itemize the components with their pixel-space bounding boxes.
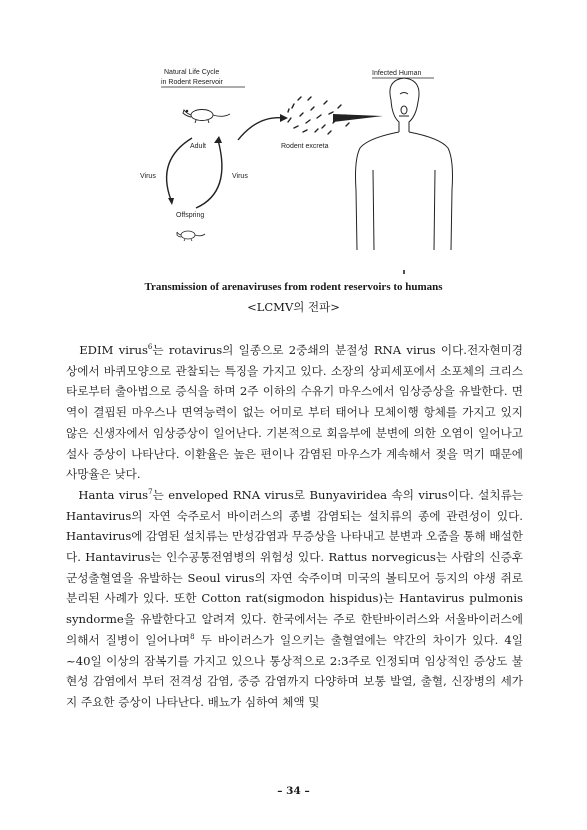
title-right: Infected Human [372,70,422,77]
paragraph-edim: EDIM virus$^6$는 rotavirus의 일종으로 2중쇄의 분절성 RNA virus 이다.전자현미경 상에서 바퀴모양으로 관찰되는 특징을 가지고 있다. 소장의 상피세포에서 소포체의 크리스타로부터 출아법으로 증식을 하며 2주 이하의 수유기 마우스에서 임상증상을 유발한다. 면역이 결핍된 마우스나 면역능력이 없는 어미로 부터 태어나 모체이행 항체를 가지고 있지 않은 신생자에서 임상증상이 일어난다. 기본적으로 회음부에 분변에 의한 오염이 일어나고 설사 증상이 나타난다. 이환율은 높은 편이나 감염된 마우스가 계속해서 젖을 먹기 때문에 사망율은 낮다. [66,343,523,482]
inhalation-arrow [333,114,383,122]
label-virus-left: Virus [140,173,156,180]
body-text [66,340,523,713]
cycle-arrow-right [196,140,222,208]
transmission-diagram [128,60,458,280]
figure-caption: Transmission of arenaviruses from rodent reservoirs to humans [144,281,443,293]
paragraph-hanta: Hanta virus$^7$는 enveloped RNA virus로 Bunyaviridea 속의 virus이다. 설치류는 Hantavirus의 자연 숙주로서 바이러스의 종별 감염되는 설치류의 종에 관련성이 있다. Hantavirus에 감염된 설치류는 만성감염과 무증상을 나타내고 분변과 오줌을 통해 배설한다. Hantavirus는 인수공통전염병의 위험성 있다. Rattus norvegicus는 사람의 신증후군성출혈열을 유발하는 Seoul virus의 자연 숙주이며 미국의 볼티모어 등지의 야생 쥐로 분리된 사례가 있다. 또한 Cotton rat(sigmodon hispidus)는 Hantavirus pulmonis syndorme을 유발한다고 알려져 있다. 한국에서는 주로 한탄바이러스와 서울바이러스에 의해서 질병이 일어나며$^8$ 두 바이러스가 일으키는 출혈열에는 약간의 차이가 있다. 4일~40일 이상의 잠복기를 가지고 있으나 통상적으로 2:3주로 인정되며 임상적인 증상도 불현성 감염에서 부터 전격성 감염, 중증 감염까지 다양하며 보통 발열, 출혈, 신장병의 세가지 주요한 증상이 나타난다. 배뇨가 심하여 체액 및 [66,487,523,709]
page-number: – 34 – [277,785,310,797]
transmission-figure [128,60,458,280]
title-left-line2: in Rodent Reservoir [161,79,223,86]
cycle-arrow-left [167,138,192,200]
label-virus-right: Virus [232,173,248,180]
adult-rodent-icon [183,110,230,124]
figure-subcaption: <LCMV의 전파> [247,300,340,314]
label-offspring: Offspring [176,212,205,219]
label-excreta: Rodent excreta [281,143,329,150]
offspring-rodent-icon [177,231,205,241]
infected-human-icon [356,78,453,274]
excretion-arrow [238,118,284,140]
title-left-line1: Natural Life Cycle [164,69,220,76]
label-adult: Adult [190,143,206,150]
